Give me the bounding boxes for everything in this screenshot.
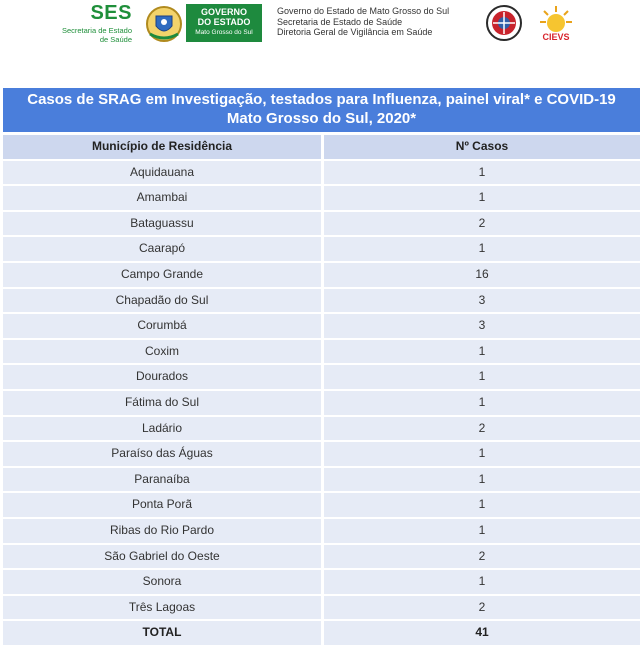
municipio-cell: Sonora [3,570,321,594]
table-row [3,391,640,417]
table-title-line1: Casos de SRAG em Investigação, testados para Influenza, painel viral* e COVID-19 [27,91,616,108]
table-header-row [3,135,640,161]
table-row [3,545,640,571]
casos-cell: 1 [324,570,640,594]
total-value: 41 [324,621,640,645]
municipio-cell: Aquidauana [3,161,321,185]
municipio-cell: Chapadão do Sul [3,289,321,313]
table-title [3,88,640,132]
column-header-municipio: Município de Residência [3,135,321,159]
casos-cell: 1 [324,186,640,210]
casos-cell: 1 [324,365,640,389]
casos-cell: 1 [324,519,640,543]
table-row [3,186,640,212]
municipio-cell: Paranaíba [3,468,321,492]
table-row [3,417,640,443]
casos-cell: 1 [324,391,640,415]
municipio-cell: Ponta Porã [3,493,321,517]
institution-line: Governo do Estado de Mato Grosso do Sul [277,6,450,16]
table-row [3,340,640,366]
municipio-cell: Dourados [3,365,321,389]
state-coat-of-arms-icon [144,4,184,44]
casos-cell: 2 [324,545,640,569]
table-total-row [3,621,640,647]
governo-logo-line2: DO ESTADO [197,17,251,27]
total-label: TOTAL [3,621,321,645]
casos-cell: 1 [324,161,640,185]
table-row [3,289,640,315]
table-row [3,468,640,494]
table-row [3,237,640,263]
cievs-sun-icon [537,4,575,44]
municipio-cell: Amambai [3,186,321,210]
municipio-cell: Caarapó [3,237,321,261]
table-row [3,596,640,622]
ses-logo-subtitle: Secretaria de Estado de Saúde [61,26,132,44]
column-header-casos: Nº Casos [324,135,640,159]
casos-cell: 1 [324,493,640,517]
casos-cell: 16 [324,263,640,287]
table-row [3,493,640,519]
municipio-cell: Ribas do Rio Pardo [3,519,321,543]
casos-cell: 1 [324,442,640,466]
table-row [3,314,640,340]
table-row [3,570,640,596]
municipio-cell: São Gabriel do Oeste [3,545,321,569]
casos-cell: 2 [324,596,640,620]
institution-line: Secretaria de Estado de Saúde [277,16,403,27]
cases-table [3,135,640,647]
table-row [3,212,640,238]
municipio-cell: Campo Grande [3,263,321,287]
municipio-cell: Fátima do Sul [3,391,321,415]
governo-logo-line3: Mato Grosso do Sul [195,29,253,36]
municipio-cell: Bataguassu [3,212,321,236]
casos-cell: 1 [324,340,640,364]
municipio-cell: Ladário [3,417,321,441]
municipio-cell: Paraíso das Águas [3,442,321,466]
vigilancia-seal-icon [486,4,522,42]
table-row [3,519,640,545]
casos-cell: 3 [324,289,640,313]
governo-logo [186,4,262,42]
governo-logo-line1: GOVERNO [200,7,247,17]
cievs-badge-text: CIEVS [542,32,570,42]
casos-cell: 3 [324,314,640,338]
casos-cell: 1 [324,237,640,261]
table-row [3,161,640,187]
table-row [3,365,640,391]
casos-cell: 1 [324,468,640,492]
institution-line: Diretoria Geral de Vigilância em Saúde [277,27,433,37]
table-title-line2: Mato Grosso do Sul, 2020* [226,110,417,127]
casos-cell: 2 [324,212,640,236]
municipio-cell: Corumbá [3,314,321,338]
table-row [3,442,640,468]
ses-logo-word: SES [90,2,132,24]
municipio-cell: Coxim [3,340,321,364]
table-row [3,263,640,289]
ses-logo [58,2,138,44]
institution-lines [277,6,449,38]
casos-cell: 2 [324,417,640,441]
municipio-cell: Três Lagoas [3,596,321,620]
page-header [0,0,643,48]
